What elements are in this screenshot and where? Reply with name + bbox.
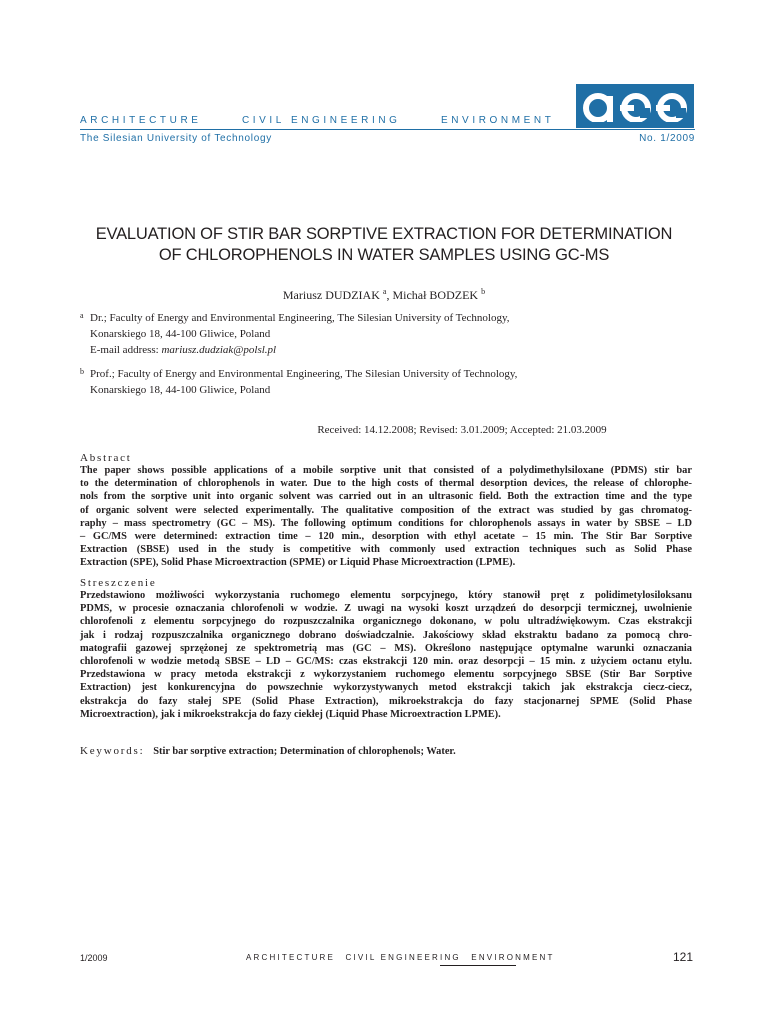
streszczenie-line: jak i rodzaj rozpuszczalnika organicznego dobrano doświadczalnie. Jakościowy skład ekstraktu badano za pomocą chro- [80,629,692,641]
affiliation-b [80,366,680,398]
abstract-line: raphy – mass spectrometry (GC – MS). The following optimum conditions for chlorophenols assays in water by SBSE – LD [80,517,692,529]
authors [0,287,768,303]
abstract-line: – GC/MS were determined: extraction time – 120 min., desorption with ethyl acetate – 15 min. The Stir Bar Sorptive [80,530,692,542]
title-line-2: OF CHLOROPHENOLS IN WATER SAMPLES USING GC-MS [158,246,610,264]
affiliation-a [80,310,680,358]
journal-logo [576,84,694,128]
journal-name [80,115,588,126]
author-1: Mariusz DUDZIAK [282,288,380,302]
abstract-line: of organic solvent were selected experimentally. The qualitative composition of the extract was studied by gas chromatog- [80,504,692,516]
abstract-body [80,464,692,570]
email-address[interactable]: mariusz.dudziak@polsl.pl [161,344,277,356]
journal-word-environment: ENVIRONMENT [440,115,555,126]
streszczenie-heading: Streszczenie [80,577,157,589]
footer-word-environment: ENVIRONMENT [471,953,555,962]
affiliation-a-line-1: Dr.; Faculty of Energy and Environmental Engineering, The Silesian University of Technology, [90,312,510,324]
footer-word-architecture: ARCHITECTURE [246,953,336,962]
university-name: The Silesian University of Technology [80,133,272,144]
journal-word-architecture: ARCHITECTURE [80,115,202,126]
affiliation-b-line-1: Prof.; Faculty of Energy and Environmental Engineering, The Silesian University of Technology, [90,368,518,380]
footer-word-civil-engineering: CIVIL ENGINEERING [345,953,461,962]
author-1-mark: a [382,287,387,296]
abstract-heading: Abstract [80,452,132,464]
affiliation-b-mark: b [80,367,84,376]
abstract-line: Extraction (SPE), Solid Phase Microextraction (SPME) or Liquid Phase Microextraction (LPME). [80,557,516,569]
keywords [80,745,456,757]
journal-word-civil-engineering: CIVIL ENGINEERING [241,115,401,126]
keywords-value: Stir bar sorptive extraction; Determination of chlorophenols; Water. [153,746,456,757]
streszczenie-line: matografii gazowej sprzężonej ze spektrometrią mas (GC – MS). Określono następujące optymalne warunki oznaczania [80,642,692,654]
affiliation-a-mark: a [80,311,84,320]
paper-title [60,224,708,266]
abstract-line: The paper shows possible applications of a mobile sorptive unit that consisted of a polydimethylsiloxane (PDMS) stir bar [80,465,692,476]
streszczenie-line: PDMS, w procesie oznaczania chlorofenoli w wodzie. Z uwagi na wysoki koszt urządzeń do desorpcji termicznej, uwolnienie [80,603,692,615]
footer-underline [440,965,516,966]
header-divider [80,129,695,130]
affiliation-a-email-row [90,342,680,358]
email-label: E-mail address: [90,344,162,356]
streszczenie-line: ekstrakcja do fazy stałej SPE (Solid Phase Extraction), mikroekstrakcja do fazy stacjonarnej SPME (Solid Phase [80,695,692,707]
streszczenie-line: chlorofenoli w wodzie metodą SBSE – LD – GC/MS: czas ekstrakcji 120 min. oraz desorpcji – 15 min. z użyciem octanu etylu. [80,655,692,667]
author-2: Michał BODZEK [392,288,479,302]
author-2-mark: b [481,287,486,296]
page-number: 121 [673,950,694,964]
submission-dates: Received: 14.12.2008; Revised: 3.01.2009; Accepted: 21.03.2009 [317,424,607,436]
issue-number: No. 1/2009 [639,133,695,144]
streszczenie-line: Microextraction), jak i mikroekstrakcja do fazy ciekłej (Liquid Phase Microextraction LPME). [80,708,501,720]
affiliation-b-line-2: Konarskiego 18, 44-100 Gliwice, Poland [90,384,271,396]
footer-issue: 1/2009 [80,953,108,963]
streszczenie-line: Przedstawiono możliwości wykorzystania ruchomego elementu sorpcyjnego, który stanowił pręt z polidimetylosiloksanu [80,590,692,601]
abstract-line: nols from the sorptive unit into organic solvent was carried out in an ultrasonic field. Both the extraction time and the type [80,491,692,503]
streszczenie-line: Przedstawiona w pracy metoda ekstrakcji z wykorzystaniem ruchomego elementu sorpcyjnego SBSE (Stir Bar Sorptive [80,669,692,681]
streszczenie-body [80,589,692,721]
footer-journal-name [246,953,561,962]
streszczenie-line: chlorofenoli z elementu sorpcyjnego do rozpuszczalnika organicznego dokonano, w polu ultradźwiękowym. Czas ekstrakcji [80,616,692,628]
abstract-line: Extraction (SBSE) used in the study is competitive with commonly used extraction techniques such as Solid Phase [80,544,692,556]
streszczenie-line: Extraction) jest konkurencyjna do powszechnie wykorzystywanych metod ekstrakcji takich jak ekstrakcja ciecz-ciecz, [80,682,692,694]
abstract-line: to the determination of chlorophenols in water. Due to the high costs of thermal desorption devices, the release of chlorophe- [80,478,692,490]
title-line-1: EVALUATION OF STIR BAR SORPTIVE EXTRACTION FOR DETERMINATION [95,225,673,243]
author-separator: , [386,288,390,302]
keywords-heading: Keywords: [80,745,145,757]
affiliation-a-line-2: Konarskiego 18, 44-100 Gliwice, Poland [90,328,271,340]
